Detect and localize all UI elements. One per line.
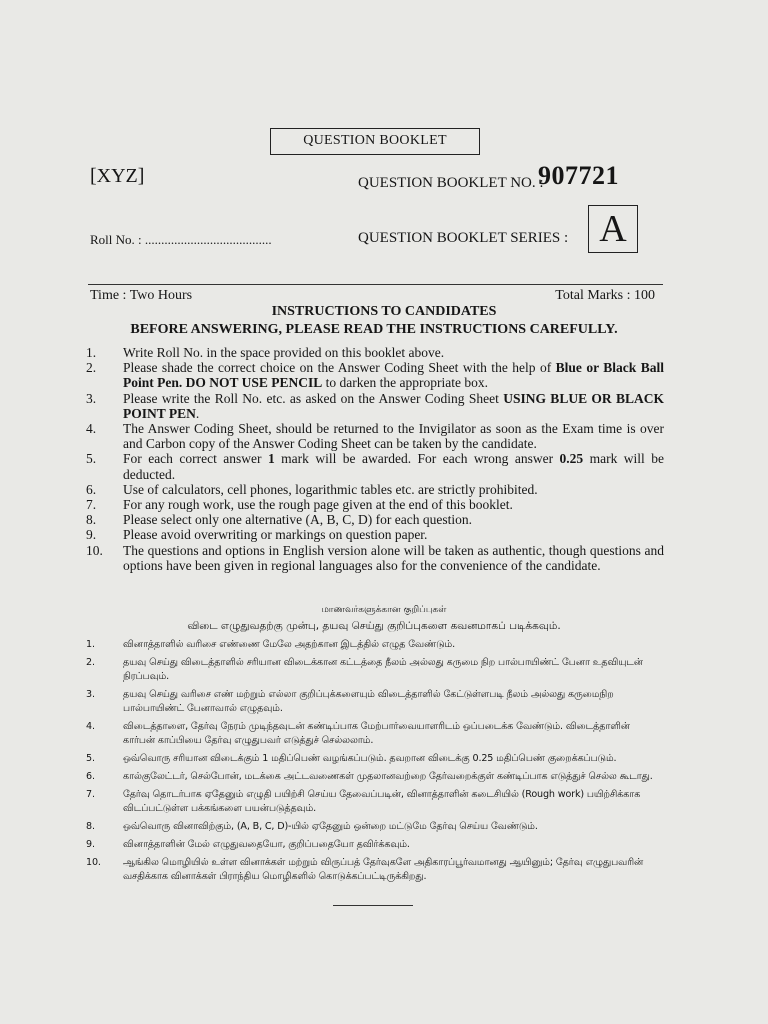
tamil-instruction-item: 9. வினாத்தாளின் மேல் எழுதுவதையோ, குறிப்பதையோ தவிர்க்கவும். [86, 839, 410, 850]
instruction-item: 5. For each correct answer 1 mark will be awarded. For each wrong answer 0.25 mark will be deducted. [86, 451, 664, 482]
instruction-item: 6. Use of calculators, cell phones, logarithmic tables etc. are strictly prohibited. [86, 481, 538, 497]
tamil-instruction-item: 5. ஒவ்வொரு சரியான விடைக்கும் 1 மதிப்பெண் வழங்கப்படும். தவறான விடைக்கு 0.25 மதிப்பெண் குறைக்கப்படும். [86, 753, 617, 764]
instruction-item: 2. Please shade the correct choice on the Answer Coding Sheet with the help of Blue or Black Ball Point Pen. DO NOT USE PENCIL to darken the appropriate box. [86, 360, 664, 391]
series-letter: A [588, 205, 638, 253]
instruction-item: 1. Write Roll No. in the space provided on this booklet above. [86, 345, 445, 360]
exam-code: [XYZ] [90, 165, 145, 187]
instructions-subtitle: BEFORE ANSWERING, PLEASE READ THE INSTRUCTIONS CAREFULLY. [130, 322, 618, 337]
english-instructions [86, 345, 664, 573]
instruction-item: 10. The questions and options in English version alone will be taken as authentic, though questions and options have been given in regional languages also for the convenience of the candidate. [86, 542, 664, 573]
instructions-title: INSTRUCTIONS TO CANDIDATES [271, 304, 497, 319]
instruction-item: 7. For any rough work, use the rough page given at the end of this booklet. [86, 497, 513, 513]
tamil-instructions [86, 638, 664, 888]
booklet-number: 907721 [538, 161, 619, 190]
tamil-instruction-item: 3. தயவு செய்து வரிசை எண் மற்றும் எல்லா குறிப்புக்களையும் விடைத்தாளில் கேட்டுள்ளபடி நீலம் அல்லது கருமைநிற பால்பாயிண்ட் பேனாவால் எழுதவும். [86, 689, 614, 714]
tamil-instructions-title: மாணவர்களுக்கான குறிப்புகள் [321, 605, 447, 615]
tamil-instruction-item: 2. தயவு செய்து விடைத்தாளில் சரியான விடைக்கான கட்டத்தை நீலம் அல்லது கருமை நிற பால்பாயிண்ட் பேனா உதவியுடன் நிரப்பவும். [86, 657, 643, 682]
tamil-instruction-item: 10. ஆங்கில மொழியில் உள்ள வினாக்கள் மற்றும் விருப்பத் தேர்வுகளே அதிகாரப்பூர்வமானது ஆயினும்; தேர்வு எழுதுபவரின் வசதிக்காக வினாக்கள் பிராந்திய மொழிகளில் கொடுக்கப்பட்டிருக்கிறது. [86, 857, 644, 882]
instruction-item: 3. Please write the Roll No. etc. as asked on the Answer Coding Sheet USING BLUE OR BLACK POINT PEN. [86, 390, 664, 421]
tamil-instruction-item: 1. வினாத்தாளில் வரிசை எண்ணை மேலே அதற்கான இடத்தில் எழுத வேண்டும். [86, 639, 456, 650]
instruction-item: 9. Please avoid overwriting or markings on question paper. [86, 527, 428, 543]
series-label: QUESTION BOOKLET SERIES : [358, 230, 569, 246]
time-allowed: Time : Two Hours [90, 288, 193, 303]
roll-no-field: Roll No. : ....................................... [90, 232, 272, 247]
tamil-instructions-subtitle: விடை எழுதுவதற்கு முன்பு, தயவு செய்து குறிப்புகளை கவனமாகப் படிக்கவும். [187, 620, 561, 632]
total-marks: Total Marks : 100 [555, 288, 655, 303]
tamil-instruction-item: 8. ஒவ்வொரு வினாவிற்கும், (A, B, C, D)-யில் ஏதேனும் ஒன்றை மட்டுமே தேர்வு செய்ய வேண்டும். [86, 821, 538, 832]
tamil-instruction-item: 6. கால்குலேட்டர், செல்போன், மடக்கை அட்டவணைகள் முதலானவற்றை தேர்வறைக்குள் கண்டிப்பாக எடுத்துச் செல்ல கூடாது. [86, 771, 653, 782]
booklet-no-label: QUESTION BOOKLET NO. : [358, 175, 544, 191]
instruction-item: 4. The Answer Coding Sheet, should be returned to the Invigilator as soon as the Exam time is over and Carbon copy of the Answer Coding Sheet can be taken by the candidate. [86, 421, 664, 452]
tamil-instruction-item: 7. தேர்வு தொடர்பாக ஏதேனும் எழுதி பயிற்சி செய்ய தேவைப்படின், வினாத்தாளின் கடைசியில் (Rough work) பயிற்சிக்காக விடப்பட்டுள்ள பக்கங்களை பயன்படுத்தவும். [86, 789, 641, 814]
divider [88, 284, 663, 285]
tamil-instruction-item: 4. விடைத்தாளை, தேர்வு நேரம் முடிந்தவுடன் கண்டிப்பாக மேற்பார்வையாளரிடம் ஒப்படைக்க வேண்டும். விடைத்தாளின் கார்பன் காப்பியை தேர்வு எழுதுபவர் எடுத்துச் செல்லலாம். [86, 721, 630, 746]
booklet-title: QUESTION BOOKLET [270, 128, 480, 155]
end-divider [333, 905, 413, 906]
instruction-item: 8. Please select only one alternative (A, B, C, D) for each question. [86, 512, 473, 528]
